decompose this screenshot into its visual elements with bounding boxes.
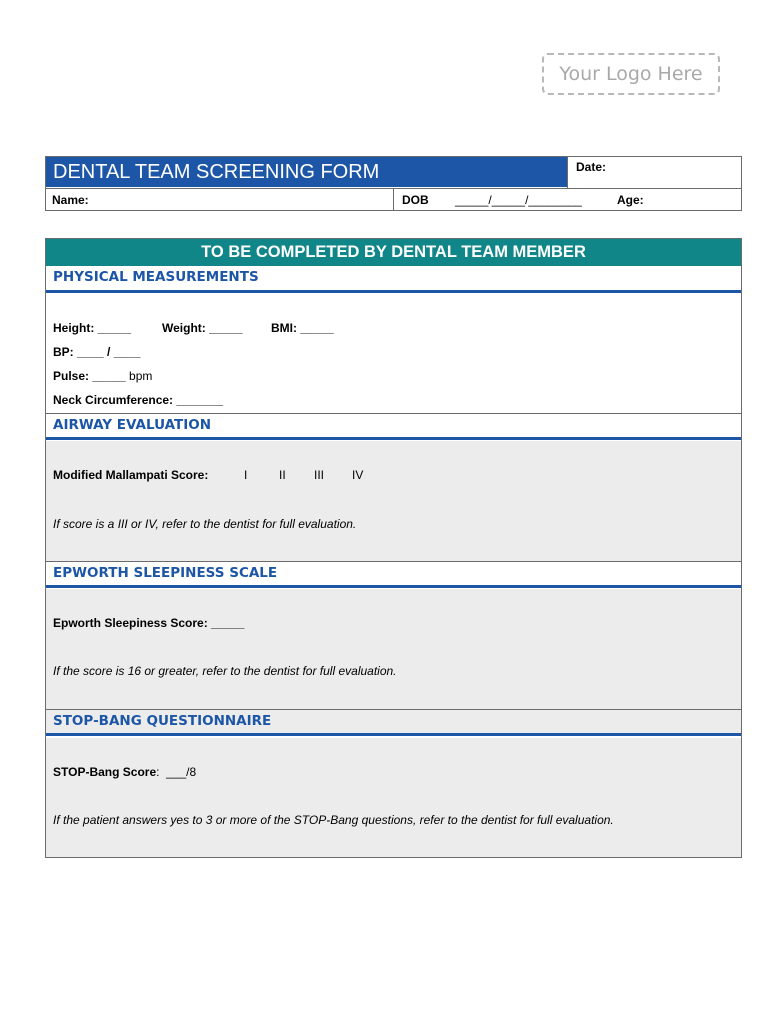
section-body-airway <box>46 441 741 561</box>
form-title: DENTAL TEAM SCREENING FORM <box>46 157 567 187</box>
mallampati-option: III <box>314 468 325 482</box>
pulse-field <box>53 369 152 383</box>
dob-label: DOB <box>402 193 429 207</box>
form-header <box>45 156 742 211</box>
epworth-score-field: Epworth Sleepiness Score: _____ <box>53 616 245 630</box>
screening-box <box>45 238 742 858</box>
stopbang-score-value: ___/8 <box>166 765 197 779</box>
mallampati-option: IV <box>352 468 364 482</box>
section-band: TO BE COMPLETED BY DENTAL TEAM MEMBER <box>46 239 741 266</box>
pulse-unit: bpm <box>125 369 153 383</box>
bp-field: BP: ____ / ____ <box>53 345 141 359</box>
pulse-label: Pulse: _____ <box>53 369 126 383</box>
section-heading-airway: AIRWAY EVALUATION <box>46 413 741 440</box>
date-label: Date: <box>576 160 607 174</box>
stopbang-score-field <box>53 765 196 779</box>
stopbang-note: If the patient answers yes to 3 or more of the STOP-Bang questions, refer to the dentist for full evaluation. <box>53 813 614 827</box>
logo-placeholder <box>542 53 720 95</box>
height-field: Height: _____ <box>53 321 132 335</box>
header-divider <box>567 157 568 188</box>
section-heading-physical: PHYSICAL MEASUREMENTS <box>46 266 741 293</box>
section-body-physical <box>46 293 741 413</box>
bmi-field: BMI: _____ <box>271 321 334 335</box>
mallampati-option: I <box>244 468 248 482</box>
header-divider <box>393 188 394 211</box>
section-body-epworth <box>46 589 741 709</box>
section-body-stopbang <box>46 738 741 857</box>
weight-field: Weight: _____ <box>162 321 243 335</box>
section-heading-stopbang: STOP-BANG QUESTIONNAIRE <box>46 709 741 736</box>
section-heading-epworth: EPWORTH SLEEPINESS SCALE <box>46 561 741 588</box>
logo-text: Your Logo Here <box>559 63 703 85</box>
age-label: Age: <box>617 193 644 207</box>
epworth-note: If the score is 16 or greater, refer to the dentist for full evaluation. <box>53 664 397 678</box>
dob-blank: _____/_____/________ <box>455 193 582 207</box>
mallampati-option: II <box>279 468 286 482</box>
name-label: Name: <box>52 193 89 207</box>
neck-field: Neck Circumference: _______ <box>53 393 224 407</box>
airway-note: If score is a III or IV, refer to the dentist for full evaluation. <box>53 517 357 531</box>
stopbang-score-label: STOP-Bang Score <box>53 765 157 779</box>
mallampati-label: Modified Mallampati Score: <box>53 468 209 482</box>
stopbang-colon: : <box>156 765 167 779</box>
